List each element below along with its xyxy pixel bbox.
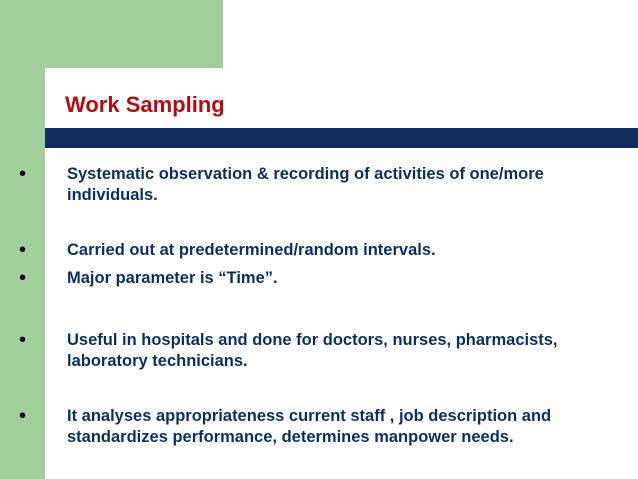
bullet-text: Useful in hospitals and done for doctors, nurses, pharmacists, laboratory technicians. — [67, 331, 558, 370]
bullet-text: Carried out at predetermined/random intervals. — [67, 241, 436, 259]
bullet-dot-icon: • — [19, 163, 27, 185]
bullet-dot-icon: • — [19, 405, 27, 427]
bullet-dot-icon: • — [19, 267, 27, 289]
decorative-green-strip — [0, 137, 45, 479]
bullet-text: Major parameter is “Time”. — [67, 269, 278, 287]
bullet-dot-icon: • — [19, 239, 27, 261]
title-divider-bar — [45, 128, 638, 148]
slide-title: Work Sampling — [65, 92, 225, 117]
bullet-text: It analyses appropriateness current staff , job description and standardizes performance, determines manpower needs. — [67, 407, 552, 446]
bullet-text: Systematic observation & recording of activities of one/more individuals. — [67, 165, 544, 204]
bullet-dot-icon: • — [19, 329, 27, 351]
